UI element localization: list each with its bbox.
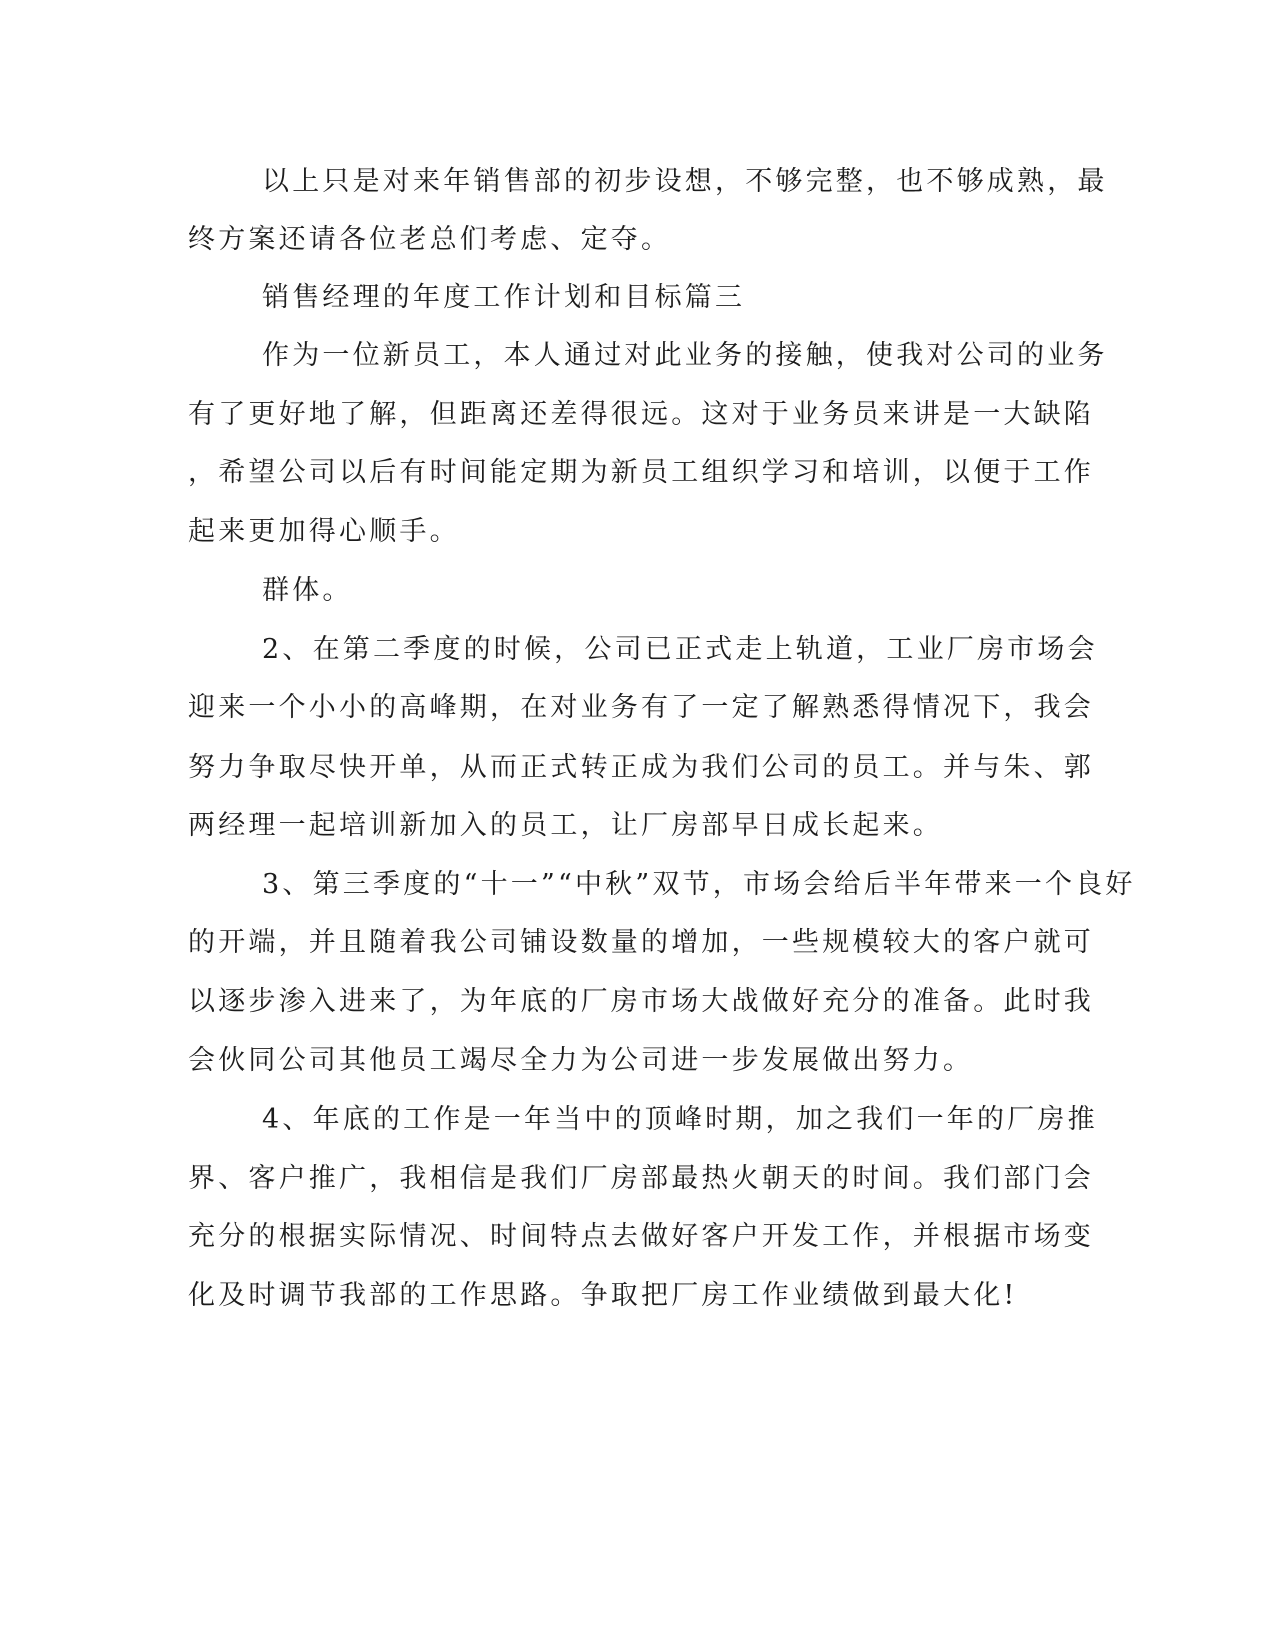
paragraph-line-16: 会伙同公司其他员工竭尽全力为公司进一步发展做出努力。 <box>188 1045 974 1076</box>
paragraph-line-14: 的开端，并且随着我公司铺设数量的增加，一些规模较大的客户就可 <box>188 927 1094 958</box>
paragraph-line-15: 以逐步渗入进来了，为年底的厂房市场大战做好充分的准备。此时我 <box>188 986 1094 1017</box>
paragraph-line-6: ，希望公司以后有时间能定期为新员工组织学习和培训，以便于工作 <box>188 457 1094 488</box>
paragraph-line-7: 起来更加得心顺手。 <box>188 516 460 547</box>
paragraph-line-20: 化及时调节我部的工作思路。争取把厂房工作业绩做到最大化! <box>188 1280 1018 1311</box>
paragraph-line-8: 群体。 <box>262 575 353 606</box>
paragraph-line-10: 迎来一个小小的高峰期，在对业务有了一定了解熟悉得情况下，我会 <box>188 692 1094 723</box>
paragraph-line-13: 3、第三季度的“十一”“中秋”双节，市场会给后半年带来一个良好 <box>262 869 1136 900</box>
paragraph-line-12: 两经理一起培训新加入的员工，让厂房部早日成长起来。 <box>188 810 943 841</box>
paragraph-line-1: 以上只是对来年销售部的初步设想，不够完整，也不够成熟，最 <box>262 166 1108 197</box>
section-title: 销售经理的年度工作计划和目标篇三 <box>262 282 746 313</box>
paragraph-line-9: 2、在第二季度的时候，公司已正式走上轨道，工业厂房市场会 <box>262 634 1098 665</box>
paragraph-line-18: 界、客户推广，我相信是我们厂房部最热火朝天的时间。我们部门会 <box>188 1163 1094 1194</box>
paragraph-line-11: 努力争取尽快开单，从而正式转正成为我们公司的员工。并与朱、郭 <box>188 752 1094 783</box>
paragraph-line-4: 作为一位新员工，本人通过对此业务的接触，使我对公司的业务 <box>262 340 1108 371</box>
paragraph-line-2: 终方案还请各位老总们考虑、定夺。 <box>188 224 672 255</box>
paragraph-line-19: 充分的根据实际情况、时间特点去做好客户开发工作，并根据市场变 <box>188 1221 1094 1252</box>
paragraph-line-5: 有了更好地了解，但距离还差得很远。这对于业务员来讲是一大缺陷 <box>188 399 1094 430</box>
paragraph-line-17: 4、年底的工作是一年当中的顶峰时期，加之我们一年的厂房推 <box>262 1104 1098 1135</box>
